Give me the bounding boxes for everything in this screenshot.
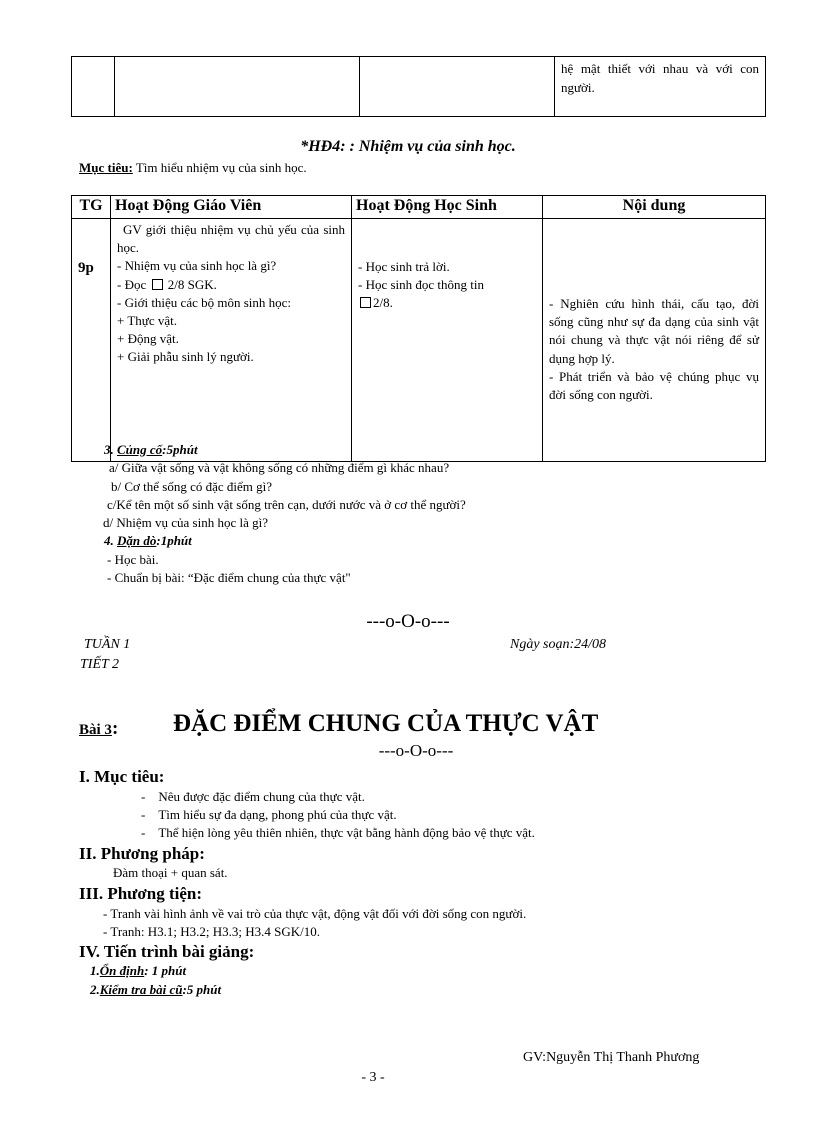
- separator: ---o-O-o---: [366, 611, 450, 632]
- period-label: TIẾT 2: [80, 657, 120, 672]
- objective-item-text: Tìm hiểu sự đa dạng, phong phú của thực vật.: [158, 807, 397, 822]
- question-line: b/ Cơ thể sống có đặc điểm gì?: [111, 479, 273, 494]
- section-objectives: I. Mục tiêu:: [79, 767, 165, 786]
- student-cell: [352, 219, 543, 462]
- objective-item-text: Thể hiện lòng yêu thiên nhiên, thực vật bằng hành động bảo vệ thực vật.: [158, 825, 535, 840]
- week-label: TUẦN 1: [84, 637, 131, 652]
- objective-item: - Tìm hiểu sự đa dạng, phong phú của thực vật.: [141, 807, 397, 822]
- teacher-line-text: 2/8 SGK.: [167, 276, 217, 292]
- header-content: Nội dung: [543, 196, 766, 219]
- heading-time: :1phút: [156, 533, 192, 548]
- objective-label: Mục tiêu:: [79, 160, 133, 175]
- page-number: - 3 -: [361, 1070, 385, 1085]
- header-tg: TG: [72, 196, 111, 219]
- materials-item: - Tranh: H3.1; H3.2; H3.3; H3.4 SGK/10.: [103, 924, 321, 939]
- activity-table: [71, 195, 766, 462]
- student-line: [358, 294, 536, 312]
- header-teacher: Hoạt Động Giáo Viên: [111, 196, 352, 219]
- step-number: 1.: [90, 963, 100, 978]
- question-line: a/ Giữa vật sống và vật không sống có những điểm gì khác nhau?: [109, 460, 450, 475]
- table-cell: hệ mật thiết với nhau và với con người.: [555, 57, 766, 117]
- step-number: 2.: [90, 982, 100, 997]
- heading-number: 3.: [104, 442, 114, 457]
- section-materials: III. Phương tiện:: [79, 884, 203, 903]
- heading-label: Củng cố: [117, 442, 163, 457]
- step-time: :5 phút: [182, 982, 222, 997]
- heading-label: Dặn dò: [117, 533, 157, 548]
- section-procedure: IV. Tiến trình bài giảng:: [79, 942, 255, 961]
- activity-heading: *HĐ4: : Nhiệm vụ của sinh học.: [300, 138, 516, 155]
- lesson-number: Bài 3: [79, 722, 112, 738]
- teacher-line: - Giới thiệu các bộ môn sinh học:: [117, 294, 292, 310]
- teacher-line-text: - Đọc: [117, 276, 147, 292]
- teacher-line: - Nhiệm vụ của sinh học là gì?: [117, 258, 277, 274]
- checkbox-icon: [360, 297, 371, 308]
- student-line: - Học sinh trả lời.: [358, 259, 450, 274]
- table-cell: [72, 57, 115, 117]
- heading-number: 4.: [104, 533, 114, 548]
- materials-item: - Tranh vài hình ảnh về vai trò của thực vật, động vật đối với đời sống con người.: [103, 906, 527, 921]
- procedure-step: [90, 963, 186, 979]
- teacher-line: + Thực vật.: [117, 313, 177, 329]
- procedure-step: [90, 982, 221, 998]
- lesson-label: [79, 718, 118, 740]
- objective-text: Tìm hiểu nhiệm vụ của sinh học.: [135, 160, 307, 175]
- content-cell: [543, 219, 766, 462]
- student-line-text: 2/8.: [373, 295, 393, 311]
- teacher-line: GV giới thiệu nhiệm vụ chủ yếu của sinh học.: [117, 222, 345, 256]
- date-label: Ngày soạn:24/08: [510, 637, 607, 652]
- method-text: Đàm thoại + quan sát.: [113, 865, 228, 880]
- homework-item: - Chuẩn bị bài: “Đặc điểm chung của thực vật": [107, 570, 351, 585]
- time-cell: 9p: [72, 219, 111, 462]
- teacher-signature: GV:Nguyễn Thị Thanh Phương: [523, 1050, 700, 1065]
- step-label: Kiểm tra bài cũ: [99, 982, 183, 997]
- question-line: c/Kể tên một số sinh vật sống trên cạn, dưới nước và ở cơ thể người?: [107, 497, 466, 512]
- teacher-cell: [111, 219, 352, 462]
- content-para: - Phát triển và bảo vệ chúng phục vụ đời sống con người.: [549, 368, 759, 403]
- step-label: Ổn định: [99, 963, 145, 978]
- lesson-colon: :: [111, 718, 119, 739]
- objective-item-text: Nêu được đặc điểm chung của thực vật.: [158, 789, 365, 804]
- step-time: : 1 phút: [144, 963, 187, 978]
- previous-table-tail: [71, 56, 766, 117]
- content-para: - Nghiên cứu hình thái, cấu tạo, đời sống cũng như sự đa dạng của sinh vật nói chung và thực vật nói riêng để sử dụng hợp lý.: [549, 296, 759, 366]
- teacher-line: [117, 276, 345, 294]
- heading-time: :5phút: [162, 442, 198, 457]
- lesson-separator: ---o-O-o---: [378, 741, 454, 760]
- homework-heading: [104, 533, 192, 549]
- consolidation-heading: [104, 442, 198, 458]
- objective-item: - Nêu được đặc điểm chung của thực vật.: [141, 789, 365, 804]
- header-student: Hoạt Động Học Sinh: [352, 196, 543, 219]
- teacher-line: + Giải phẫu sinh lý người.: [117, 349, 254, 365]
- teacher-line: + Động vật.: [117, 331, 179, 347]
- homework-item: - Học bài.: [107, 552, 159, 567]
- objective-line: [79, 160, 307, 176]
- lesson-title: ĐẶC ĐIỂM CHUNG CỦA THỰC VẬT: [173, 710, 599, 737]
- checkbox-icon: [152, 279, 163, 290]
- table-cell: [360, 57, 555, 117]
- section-method: II. Phương pháp:: [79, 844, 205, 863]
- table-cell: [115, 57, 360, 117]
- objective-item: - Thể hiện lòng yêu thiên nhiên, thực vật bằng hành động bảo vệ thực vật.: [141, 825, 535, 840]
- question-line: d/ Nhiệm vụ của sinh học là gì?: [103, 515, 268, 530]
- student-line: - Học sinh đọc thông tin: [358, 277, 485, 293]
